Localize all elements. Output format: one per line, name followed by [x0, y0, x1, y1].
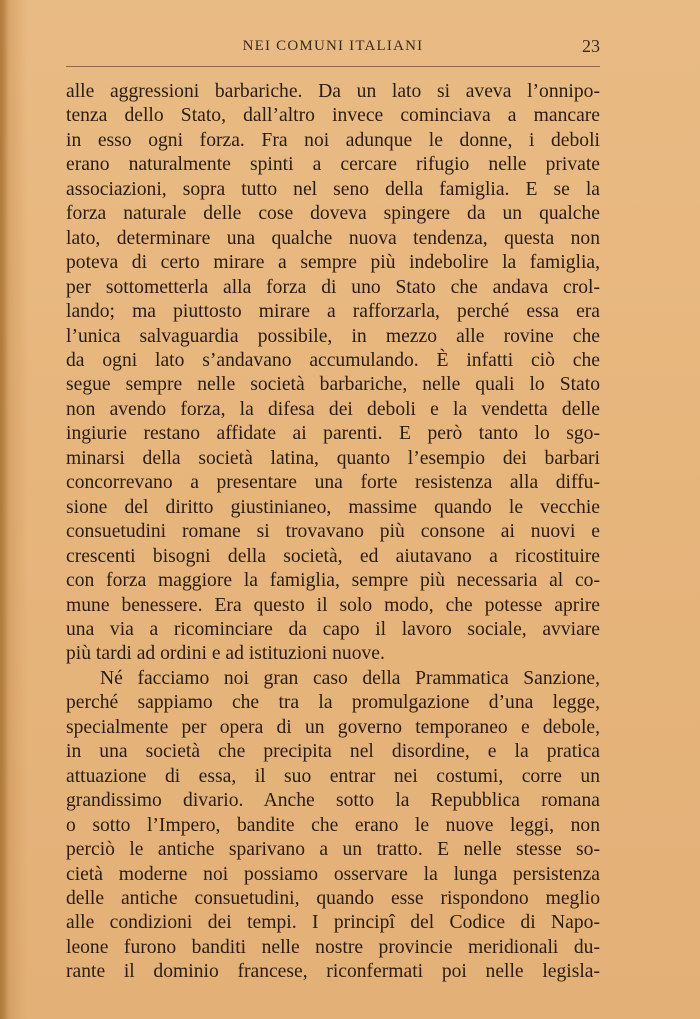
text-line: sione del diritto giustinianeo, massime quando le vecchie [66, 496, 600, 518]
text-line: consuetudini romane si trovavano più consone ai nuovi e [66, 521, 600, 543]
running-head: NEI COMUNI ITALIANI [242, 38, 424, 54]
text-line: forza naturale delle cose doveva spingere da un qualche [66, 203, 600, 225]
text-line: non avendo forza, la difesa dei deboli e la vendetta delle [66, 398, 600, 420]
text-line: erano naturalmente spinti a cercare rifugio nelle private [66, 154, 600, 176]
text-line: alle aggressioni barbariche. Da un lato si aveva l’onnipo- [66, 81, 600, 102]
text-line: cietà moderne noi possiamo osservare la lunga persistenza [66, 863, 600, 885]
text-line: lato, determinare una qualche nuova tendenza, questa non [66, 227, 600, 249]
text-line: mune benessere. Era questo il solo modo, che potesse aprire [66, 594, 600, 616]
text-line: crescenti bisogni della società, ed aiutavano a ricostituire [66, 545, 600, 567]
text-line: ingiurie restano affidate ai parenti. E però tanto lo sgo- [66, 423, 600, 445]
text-line: leone furono banditi nelle nostre provincie meridionali du- [66, 936, 600, 958]
text-line: specialmente per opera di un governo temporaneo e debole, [66, 716, 600, 738]
text-line: segue sempre nelle società barbariche, nelle quali lo Stato [66, 374, 600, 396]
text-line: più tardi ad ordini e ad istituzioni nuove. [66, 643, 385, 665]
text-line: per sottometterla alla forza di uno Stato che andava crol- [66, 276, 600, 298]
text-line: alle condizioni dei tempi. I principî del Codice di Napo- [66, 912, 600, 934]
text-line: tenza dello Stato, dall’altro invece cominciava a mancare [66, 105, 600, 127]
text-line: associazioni, sopra tutto nel seno della famiglia. E se la [66, 178, 600, 200]
text-line: perciò le antiche sparivano a un tratto. E nelle stesse so- [66, 839, 600, 861]
text-line: concorrevano a presentare una forte resistenza alla diffu- [66, 472, 600, 494]
page-spine-shadow [0, 0, 8, 1019]
text-line: in una società che precipita nel disordine, e la pratica [66, 741, 600, 763]
paragraph-2 [66, 667, 600, 985]
header-rule [66, 66, 600, 67]
text-line: una via a ricominciare da capo il lavoro sociale, avviare [66, 618, 600, 640]
text-line: o sotto l’Impero, bandite che erano le nuove leggi, non [66, 814, 600, 836]
text-line: in esso ogni forza. Fra noi adunque le donne, i deboli [66, 129, 600, 151]
body-text [66, 80, 600, 985]
page-number: 23 [582, 36, 600, 56]
text-line: attuazione di essa, il suo entrar nei costumi, corre un [66, 765, 600, 787]
text-line: perché sappiamo che tra la promulgazione d’una legge, [66, 692, 600, 714]
text-line: minarsi della società latina, quanto l’esempio dei barbari [66, 447, 600, 469]
text-line: rante il dominio francese, riconfermati poi nelle legisla- [66, 961, 600, 983]
text-line: da ogni lato s’andavano accumulando. È infatti ciò che [66, 349, 600, 371]
text-line: delle antiche consuetudini, quando esse rispondono meglio [66, 887, 600, 909]
paragraph-1 [66, 80, 600, 667]
text-line: con forza maggiore la famiglia, sempre più necessaria al co- [66, 570, 600, 592]
text-line: lando; ma piuttosto mirare a rafforzarla, perché essa era [66, 301, 600, 323]
text-line: poteva di certo mirare a sempre più indebolire la famiglia, [66, 252, 600, 274]
text-line: Né facciamo noi gran caso della Prammatica Sanzione, [100, 667, 600, 689]
text-line: l’unica salvaguardia possibile, in mezzo alle rovine che [66, 325, 600, 347]
page-header [66, 36, 600, 62]
text-line: grandissimo divario. Anche sotto la Repubblica romana [66, 790, 600, 812]
